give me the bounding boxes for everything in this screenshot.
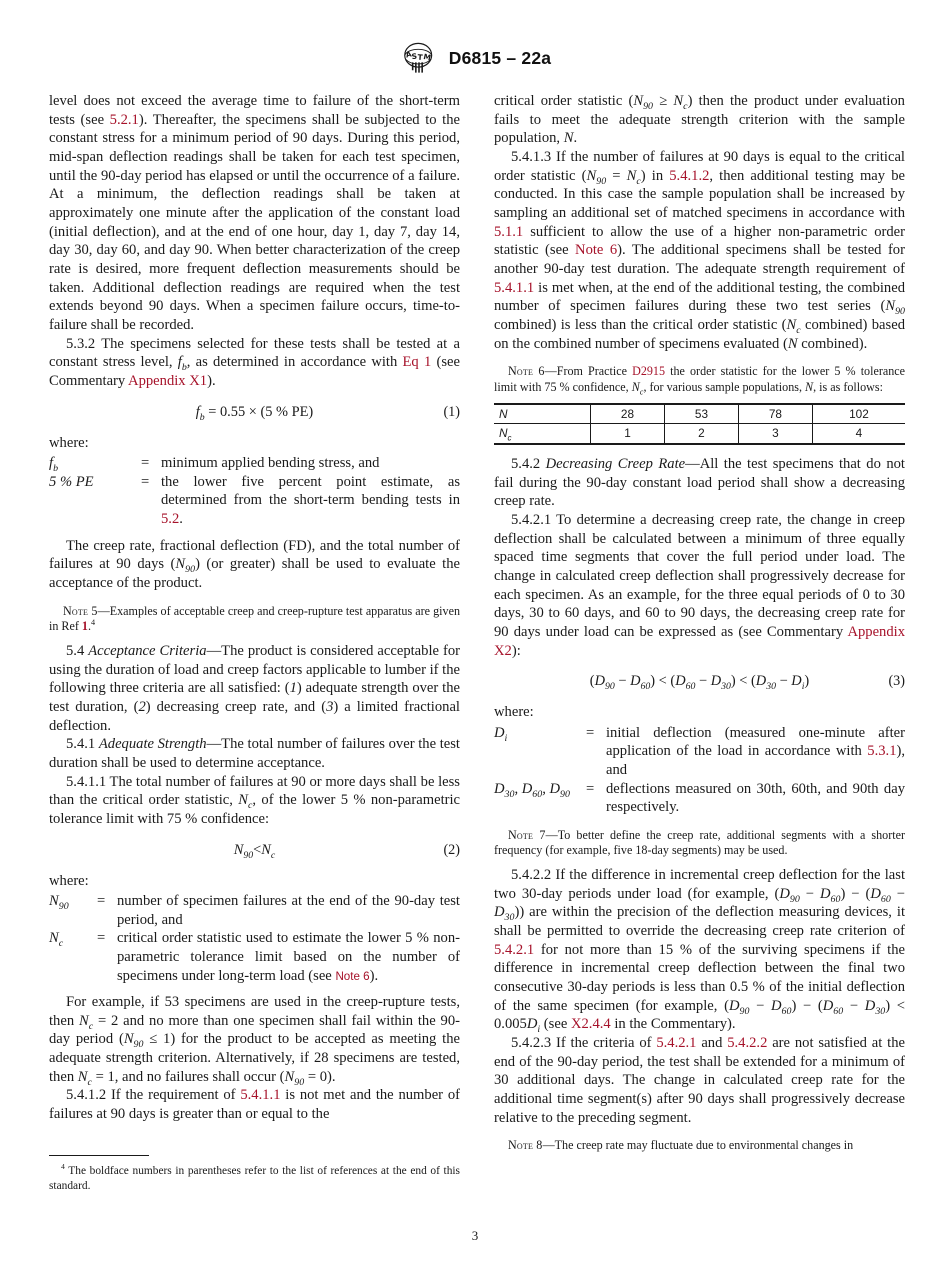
text-run: If the criteria of (551, 1035, 657, 1052)
equation-2-lhs: N (233, 841, 244, 858)
definition-symbol-fb: $f_b$ (49, 455, 59, 475)
text-run: Examples of acceptable creep and creep-rupture test apparatus are given in Ref (49, 603, 460, 633)
text-run: level does not exceed the average time to failure of the short-term tests (see (49, 93, 460, 128)
definition-row (494, 780, 905, 817)
text-run: The product is considered acceptable for using the duration of load and creep factors applicable to lumber if the following three criteria are all satisfied: ( (49, 643, 460, 697)
table-row (494, 424, 905, 444)
section-5-4-2-3: 5.4.2.3 If the criteria of 5.4.2.1 and 5.4.2.2 are not satisfied at the end of the 90-day period, the test shall be extended for a minimum of 30 additional days. The change in calculated creep rate for the additional time segment(s) after 90 days shall progressively decrease relative to the preceding segment. (494, 1035, 906, 1126)
text-run: critical order statistic ( (494, 93, 634, 109)
text-run: The total number of failures at 90 or more days shall be less than the critical order statistic, (49, 773, 460, 809)
cross-reference-5-4-2-1[interactable]: 5.4.2.1 (656, 1035, 697, 1052)
astm-logo-icon (399, 41, 439, 75)
section-5-4-2-2: 5.4.2.2 If the difference in incremental creep deflection for the last two 30-day periods under load (for example, $(D_{90} - D_{60}) - (D_{60} - D_{30})$) are within the precision of the deflection measuring devices, it shall be permitted to override the decreasing creep rate criterion of 5.4.2.1 for not more than 15 % of the surviving specimens if the difference in incremental creep deflection between the final two consecutive 30-day periods is less than 0.5 % of the initial deflection of the same specimen (for example, $(D_{90} - D_{60}) - (D_{60} - D_{30}) < 0.005D_i$ (see X2.4.4 in the Commentary). (494, 867, 906, 1036)
cross-reference-eq-1[interactable]: Eq 1 (402, 354, 432, 371)
cross-reference-5-4-2-1[interactable]: 5.4.2.1 (494, 941, 535, 958)
svg-text:M: M (422, 51, 432, 63)
equation-2-rhs: N (261, 841, 271, 858)
footnote-number: 4 (61, 1162, 65, 1172)
text-run: From Practice (556, 364, 633, 379)
definition-description: initial deflection (measured one-minute after application of the load in accordance with 5.3.1), and (606, 724, 905, 778)
text-run: The total number of failures over the test duration shall be used to determine acceptance. (49, 736, 460, 772)
equation-2-number: (2) (443, 841, 460, 858)
equation-2 (49, 842, 460, 859)
cross-reference-5-2-1[interactable]: 5.2.1 (109, 111, 139, 128)
text-run: , as determined in accordance with (186, 354, 403, 371)
symbol-n90: $N_{90}$ (175, 556, 196, 576)
definition-symbol-n90: $N_{90}$ (49, 893, 69, 913)
cross-reference-5-4-1-2[interactable]: 5.4.1.2 (669, 167, 710, 184)
cross-reference-5-4-1-1[interactable]: 5.4.1.1 (494, 279, 535, 296)
text-run: If the number of failures at 90 days is equal to the critical order statistic ( (494, 149, 905, 184)
note-5-label: Note 5 (63, 603, 98, 618)
footnote-area (49, 1155, 460, 1194)
table-critical-order-statistic (494, 403, 905, 445)
cross-reference-note-6[interactable]: Note 6 (335, 969, 370, 983)
note-7: Note 7—To better define the creep rate, additional segments with a shorter frequency (for example, five 18-day segments) may be used. (494, 827, 905, 857)
footnote-4 (49, 1164, 460, 1194)
definition-symbol-5pct-pe: 5 % PE (49, 473, 94, 490)
table-cell: 2 (664, 424, 738, 444)
note-5: Note 5—Examples of acceptable creep and creep-rupture test apparatus are given in Ref 1.$^4$ (49, 603, 460, 633)
text-run: The creep rate, fractional deflection (FD), and the total number of failures at 90 days ( (49, 537, 460, 573)
section-5-4-1: 5.4.1 Adequate Strength—The total number of failures over the test duration shall be used to determine acceptance. (49, 736, 460, 772)
definition-row (494, 724, 905, 780)
note-8-label: Note 8 (508, 1138, 543, 1153)
page-header (0, 0, 950, 80)
table-cell: 1 (591, 424, 665, 444)
definition-symbol-d30-d60-d90: $D_{30}$, $D_{60}$, $D_{90}$ (494, 780, 570, 800)
equation-3 (494, 673, 905, 693)
section-5-4-2: 5.4.2 Decreasing Creep Rate—All the test specimens that do not fail during the 90-day constant load period shall show a decreasing creep rate. (494, 455, 905, 510)
definition-equals: = (586, 780, 595, 797)
definition-equals: = (141, 455, 150, 472)
paragraph-example: For example, if 53 specimens are used in the creep-rupture tests, then $N_c = 2$ and no more than one specimen shall fail within the 90-day period $(N_{90} \le 1)$ for the product to be accepted as meeting the adequate strength criterion. Alternatively, if 28 specimens are tested, then $N_c = 1$, and no failures shall occur $(N_{90} = 0)$. (49, 994, 460, 1088)
text-run: is not met and the number of failures at 90 days is greater than or equal to the (49, 1087, 460, 1123)
cross-reference-appendix-x1[interactable]: Appendix X1 (128, 373, 208, 390)
equation-1-lhs: f (195, 403, 200, 420)
where-label: where: (49, 434, 89, 451)
right-column (494, 92, 905, 1154)
cross-reference-5-1-1[interactable]: 5.1.1 (494, 223, 524, 240)
definition-row (49, 473, 460, 529)
text-run: The creep rate may fluctuate due to environmental changes in (554, 1138, 854, 1153)
footnote-marker-4: 4 (91, 617, 96, 627)
document-designation: D6815 – 22a (448, 47, 552, 68)
section-number: 5.4.1 (66, 736, 96, 753)
note-6-label: Note 6 (508, 364, 545, 379)
text-run: If the difference in incremental creep deflection for the last two 30-day periods under load (for example, ( (494, 867, 905, 902)
cross-reference-x2-4-4[interactable]: X2.4.4 (570, 1016, 611, 1033)
text-run: (see Commentary (49, 354, 460, 390)
section-5-3-2 (49, 335, 460, 391)
text-run: ). (207, 373, 216, 390)
text-run: To determine a decreasing creep rate, the change in creep deflection shall be calculated between a minimum of three equally spaced time segments that cover the full period under load. The change in calculated creep deflection shall progressively decrease for each specimen. As an example, for the three equal periods of 0 to 30 days, 30 to 60 days, and 60 to 90 days, the decreasing creep rate for 90 days under load can be expressed as (see Commentary (494, 511, 905, 640)
note-7-label: Note 7 (508, 827, 546, 842)
where-label: where: (494, 704, 534, 721)
svg-text:T: T (417, 52, 423, 62)
section-number: 5.4 (66, 643, 85, 660)
table-cell: 78 (738, 404, 812, 424)
definition-equals: = (586, 724, 595, 741)
text-run: , of the lower 5 % non-parametric tolerance limit with 75 % confidence: (49, 792, 461, 828)
footnote-divider (49, 1155, 149, 1156)
section-number: 5.4.2.2 (511, 867, 552, 884)
equation-3-body: $(D_{90} - D_{60}) < (D_{60} - D_{30}) < (D_{30} - D_i)$ (589, 673, 810, 693)
definition-list-1 (49, 454, 460, 528)
definition-equals: = (141, 473, 150, 490)
cross-reference-5-4-1-1[interactable]: 5.4.1.1 (240, 1087, 281, 1104)
cross-reference-5-2[interactable]: 5.2 (161, 511, 180, 528)
paragraph-continued: critical order statistic $(N_{90} \ge N_c)$ then the product under evaluation fails to meet the adequate strength criterion with the sample population, N. (494, 93, 905, 147)
table-cell: 4 (812, 424, 905, 444)
section-number: 5.3.2 (66, 335, 96, 352)
definition-equals: = (97, 893, 106, 910)
paragraph-creep-rate (49, 537, 460, 593)
reference-1[interactable]: 1 (81, 618, 88, 633)
footnote-text: The boldface numbers in parentheses refer to the list of references at the end of this standard. (49, 1165, 460, 1193)
text-run: ) (or greater) shall be used to evaluate the acceptance of the product. (49, 556, 461, 591)
left-column (49, 92, 460, 1154)
cross-reference-5-4-2-2[interactable]: 5.4.2.2 (727, 1035, 768, 1052)
equation-2-operator: < (253, 841, 262, 858)
table-cell: 28 (591, 404, 665, 424)
text-run: To better define the creep rate, additional segments with a shorter frequency (for example, five 18-day segments) may be used. (494, 827, 905, 857)
section-number: 5.4.2 (511, 455, 541, 472)
text-run: For example, if 53 specimens are used in the creep-rupture tests, then (49, 994, 460, 1029)
section-number: 5.4.1.1 (66, 773, 107, 790)
note-6: Note 6—From Practice D2915 the order statistic for the lower 5 % tolerance limit with 75 % confidence, $N_c$, for various sample populations, N, is as follows: (494, 364, 906, 397)
definition-symbol-nc: $N_c$ (49, 930, 64, 950)
section-title: Acceptance Criteria (88, 643, 207, 660)
symbol-nc: $N_c$ (238, 792, 253, 812)
text-run: ). Thereafter, the specimens shall be subjected to the constant stress for a minimum period of 90 days. During this period, mid-span deflection readings shall be taken for each test specimen, until the 90-day period has elapsed or until the occurrence of a failure. At a minimum, the deflection readings shall be taken at approximately one minute after the application of the constant load (initial deflection), and at the end of one hour, day 1, day 7, day 14, day 30, day 60, and day 90. When better characterization of the creep rate is desired, more frequent deflection measurements should be taken. Additional deflection readings are required when the test extends beyond 90 days. When a specimen failure occurs, time-to-failure shall be recorded. (49, 111, 460, 334)
definition-description: critical order statistic used to estimate the lower 5 % non-parametric tolerance limit based on the number of specimens under long-term load (see Note 6). (117, 930, 460, 984)
definition-description: minimum applied bending stress, and (161, 455, 380, 472)
section-5-4-1-3: 5.4.1.3 If the number of failures at 90 days is equal to the critical order statistic $(N_{90} = N_c)$ in 5.4.1.2, then additional testing may be conducted. In this case the sample population shall be increased by sampling an additional set of matched specimens in accordance with 5.1.1 sufficient to allow the use of a higher non-parametric order statistic (see Note 6). The additional specimens shall be tested for another 90-day test duration. The adequate strength requirement of 5.4.1.1 is met when, at the end of the additional testing, the combined number of specimen failures during these two test series ($N_{90}$ combined) is less than the critical order statistic ($N_c$ combined) based on the combined number of specimens evaluated (N combined). (494, 149, 905, 352)
equation-1-rhs: 0.55 × (5 % PE) (219, 403, 314, 420)
table-row-header-n: N (494, 404, 591, 424)
table-cell: 3 (738, 424, 812, 444)
cross-reference-d2915[interactable]: D2915 (632, 364, 666, 379)
section-5-4-1-2 (49, 1086, 460, 1123)
paragraph-continued (49, 92, 460, 335)
definition-list-3 (494, 724, 905, 817)
section-title: Adequate Strength (98, 736, 207, 753)
text-run: If the requirement of (106, 1087, 241, 1104)
section-number: 5.4.2.1 (511, 511, 552, 528)
definition-row (49, 454, 460, 473)
equation-3-number: (3) (888, 673, 905, 690)
note-8: Note 8—The creep rate may fluctuate due to environmental changes in (508, 1138, 854, 1153)
definition-description: deflections measured on 30th, 60th, and 90th day respectively. (606, 780, 905, 816)
definition-description: the lower five percent point estimate, as determined from the short-term bending tests in 5.2. (161, 473, 460, 528)
symbol-fb: $f_b$ (177, 354, 187, 374)
section-5-4-2-1: 5.4.2.1 To determine a decreasing creep rate, the change in creep deflection shall be calculated between a minimum of three equally spaced time segments that cover the full period under load. The change in calculated creep deflection shall progressively decrease for each specimen. As an example, for the three equal periods of 0 to 30 days, 30 to 60 days, and 60 to 90 days, the decreasing creep rate for 90 days under load can be expressed as (see Commentary Appendix X2): (494, 511, 905, 659)
equation-2-body: $N_{90}<N_c$ (233, 841, 276, 861)
definition-description: number of specimen failures at the end of the 90-day test period, and (117, 893, 460, 928)
table-cell: 102 (812, 404, 905, 424)
cross-reference-5-3-1[interactable]: 5.3.1 (867, 743, 897, 760)
equation-1 (49, 404, 460, 421)
section-5-4: 5.4 Acceptance Criteria—The product is considered acceptable for using the duration of load and creep factors applicable to lumber if the following three criteria are all satisfied: (1) adequate strength over the test duration, (2) decreasing creep rate, and (3) a limited fractional deflection. (49, 643, 460, 734)
svg-text:S: S (410, 51, 418, 62)
cross-reference-appendix-x2[interactable]: Appendix X2 (494, 623, 905, 659)
section-number: 5.4.1.3 (511, 149, 552, 166)
equation-1-body: $f_b = 0.55 \times (5$ % PE) (195, 403, 314, 423)
section-title: Decreasing Creep Rate (545, 455, 686, 472)
definition-equals: = (97, 930, 106, 947)
definition-symbol-di: $D_i$ (494, 724, 508, 744)
where-label: where: (49, 872, 89, 889)
table-row-header-nc: $N_c$ (494, 424, 591, 444)
equation-1-number: (1) (443, 403, 460, 420)
section-number: 5.4.1.2 (66, 1087, 107, 1104)
definition-row (49, 892, 460, 929)
text-run: All the test specimens that do not fail during the 90-day constant load period shall show a decreasing creep rate. (494, 455, 905, 510)
two-column-body (49, 92, 905, 1154)
svg-text:A: A (404, 49, 413, 60)
page-number: 3 (471, 1228, 479, 1243)
cross-reference-note-6[interactable]: Note 6 (575, 242, 618, 259)
text-run: The specimens selected for these tests shall be tested at a constant stress level, (49, 335, 460, 371)
definition-row (49, 929, 460, 985)
definition-list-2 (49, 892, 460, 985)
section-number: 5.4.2.3 (511, 1035, 552, 1052)
table-row (494, 404, 905, 424)
table-cell: 53 (664, 404, 738, 424)
section-5-4-1-1 (49, 773, 460, 829)
